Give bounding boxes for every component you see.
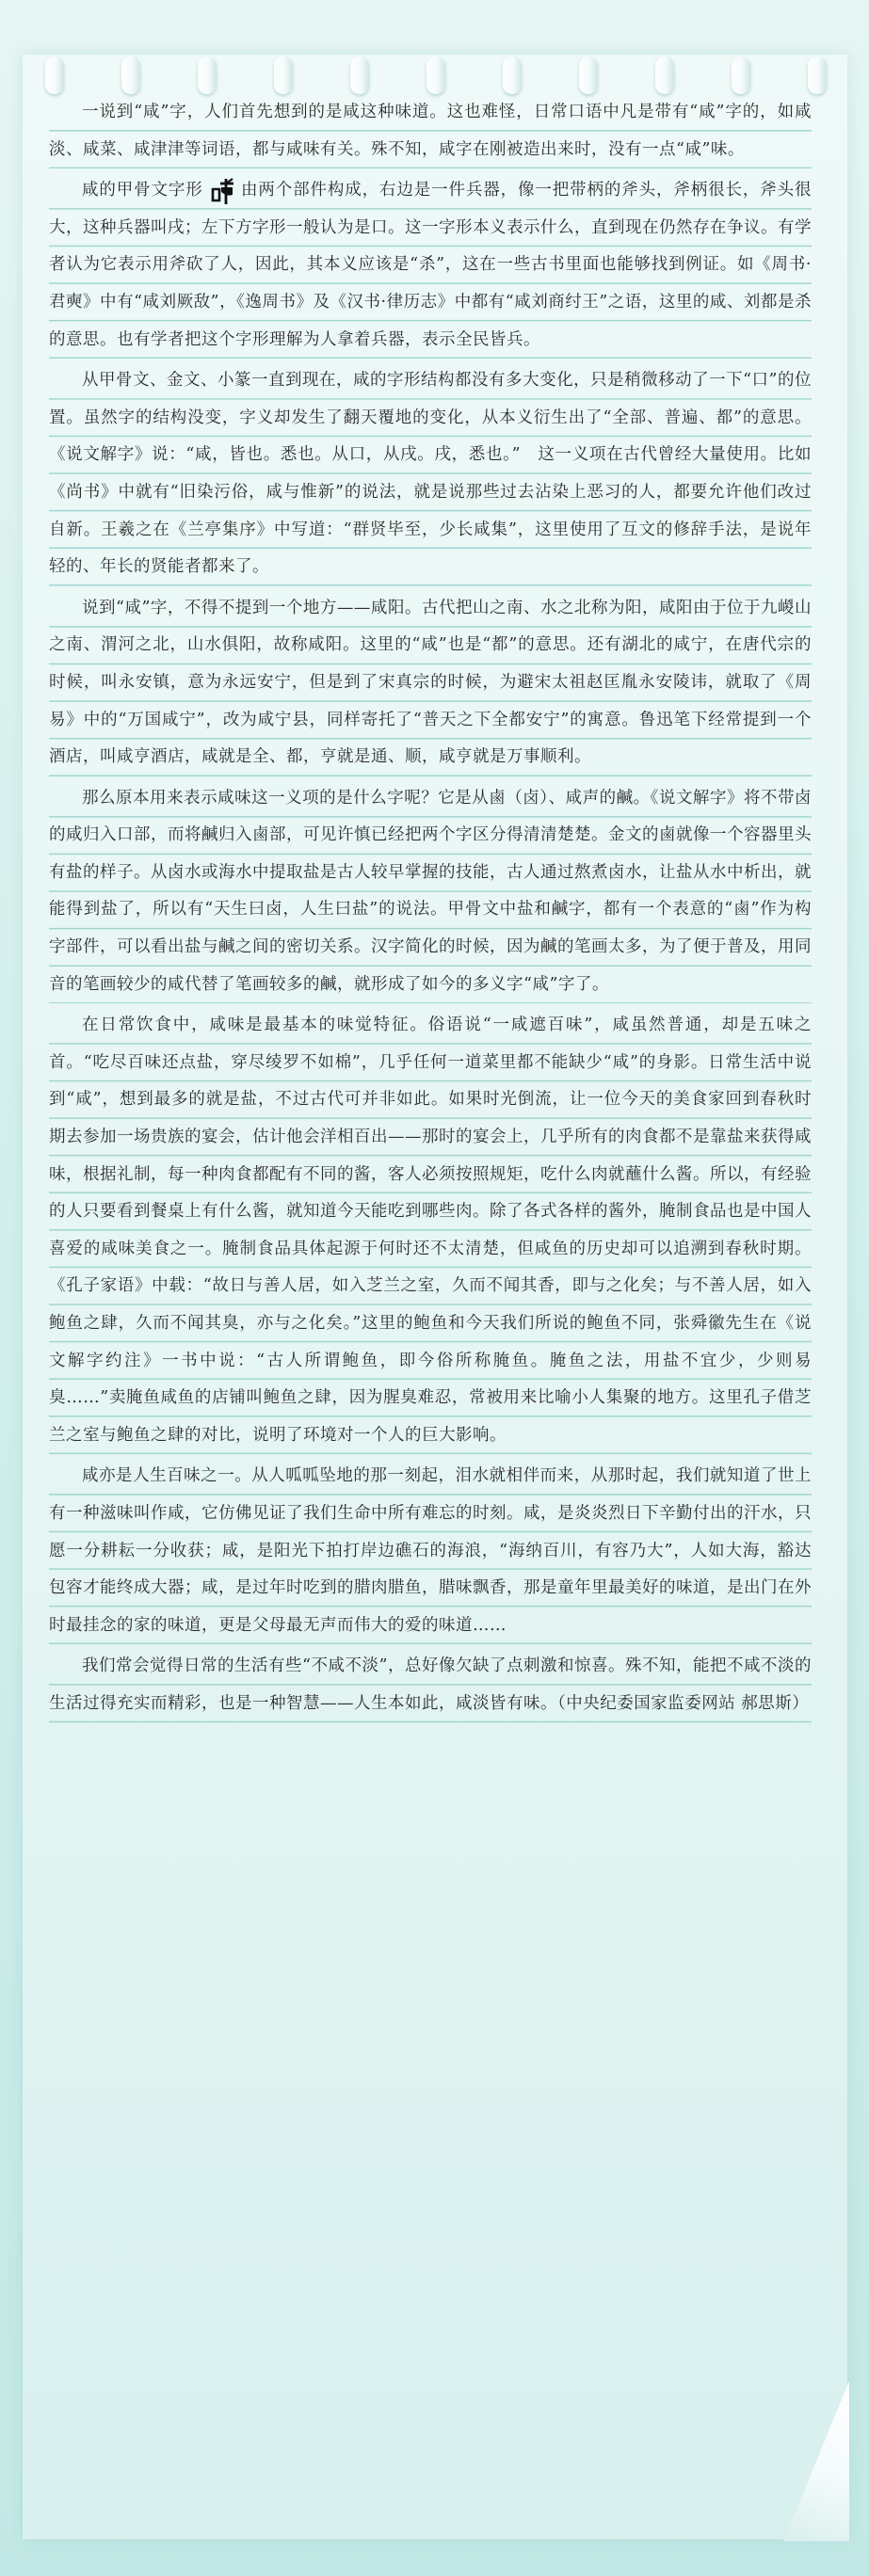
paragraph-meaning-evolution: 从甲骨文、金文、小篆一直到现在，咸的字形结构都没有多大变化，只是稍微移动了一下“口”的位置。虽然字的结构没变，字义却发生了翻天覆地的变化，从本义衍生出了“全部、普遍、都”的意思。《说文解字》说：“咸，皆也。悉也。从口，从戌。戌，悉也。” 这一义项在古代曾经大量使用。比如《尚书》中就有“旧染污俗，咸与惟新”的说法，就是说那些过去沾染上恶习的人，都要允许他们改过自新。王羲之在《兰亭集序》中写道：“群贤毕至，少长咸集”，这里使用了互文的修辞手法，是说年轻的、年长的贤能者都来了。 [49, 362, 812, 586]
binder-ring-icon [45, 56, 64, 94]
paragraph-text-before-glyph: 咸的甲骨文字形 [82, 181, 203, 200]
paragraph-salt-character: 那么原本用来表示咸味这一义项的是什么字呢？它是从鹵（卤）、咸声的鹹。《说文解字》将不带卤的咸归入口部，而将鹹归入鹵部，可见许慎已经把两个字区分得清清楚楚。金文的鹵就像一个容器里头有盐的样子。从卤水或海水中提取盐是古人较早掌握的技能，古人通过熬煮卤水，让盐从水中析出，就能得到盐了，所以有“天生曰卤，人生曰盐”的说法。甲骨文中盐和鹹字，都有一个表意的“鹵”作为构字部件，可以看出盐与鹹之间的密切关系。汉字简化的时候，因为鹹的笔画太多，为了便于普及，用同音的笔画较少的咸代替了笔画较多的鹹，就形成了如今的多义字“咸”字了。 [49, 780, 812, 1004]
binder-ring-icon [732, 56, 750, 94]
paragraph-conclusion: 我们常会觉得日常的生活有些“不咸不淡”，总好像欠缺了点刺激和惊喜。殊不知，能把不咸不淡的生活过得充实而精彩，也是一种智慧——人生本如此，咸淡皆有味。（中央纪委国家监委网站 郝思斯） [49, 1648, 812, 1722]
binder-rings [45, 56, 827, 96]
paragraph-life-flavors: 咸亦是人生百味之一。从人呱呱坠地的那一刻起，泪水就相伴而来，从那时起，我们就知道了世上有一种滋味叫作咸，它仿佛见证了我们生命中所有难忘的时刻。咸，是炎炎烈日下辛勤付出的汗水，只愿一分耕耘一分收获；咸，是阳光下拍打岸边礁石的海浪，“海纳百川，有容乃大”，人如大海，豁达包容才能终成大器；咸，是过年时吃到的腊肉腊鱼，腊味飘香，那是童年里最美好的味道，是出门在外时最挂念的家的味道，更是父母最无声而伟大的爱的味道…… [49, 1458, 812, 1644]
paragraph-intro: 一说到“咸”字，人们首先想到的是咸这种味道。这也难怪，日常口语中凡是带有“咸”字的，如咸淡、咸菜、咸津津等词语，都与咸味有关。殊不知，咸字在刚被造出来时，没有一点“咸”味。 [49, 94, 812, 168]
article-body [49, 94, 812, 1727]
paragraph-place-names: 说到“咸”字，不得不提到一个地方——咸阳。古代把山之南、水之北称为阳，咸阳由于位于九嵕山之南、渭河之北，山水俱阳，故称咸阳。这里的“咸”也是“都”的意思。还有湖北的咸宁，在唐代宗的时候，叫永安镇，意为永远安宁，但是到了宋真宗的时候，为避宋太祖赵匡胤永安陵讳，就取了《周易》中的“万国咸宁”，改为咸宁县，同样寄托了“普天之下全都安宁”的寓意。鲁迅笔下经常提到一个酒店，叫咸亨酒店，咸就是全、都，亨就是通、顺，咸亨就是万事顺利。 [49, 590, 812, 776]
oracle-bone-xian-glyph-icon [207, 176, 237, 206]
binder-ring-icon [503, 56, 522, 94]
binder-ring-icon [121, 56, 140, 94]
binder-ring-icon [274, 56, 293, 94]
binder-ring-icon [655, 56, 674, 94]
binder-ring-icon [579, 56, 598, 94]
binder-ring-icon [198, 56, 217, 94]
binder-ring-icon [350, 56, 369, 94]
binder-ring-icon [808, 56, 827, 94]
paragraph-diet-history: 在日常饮食中，咸味是最基本的味觉特征。俗语说“一咸遮百味”，咸虽然普通，却是五味之首。“吃尽百味还点盐，穿尽绫罗不如棉”，几乎任何一道菜里都不能缺少“咸”的身影。日常生活中说到“咸”，想到最多的就是盐，不过古代可并非如此。如果时光倒流，让一位今天的美食家回到春秋时期去参加一场贵族的宴会，估计他会洋相百出——那时的宴会上，几乎所有的肉食都不是靠盐来获得咸味，根据礼制，每一种肉食都配有不同的酱，客人必须按照规矩，吃什么肉就蘸什么酱。所以，有经验的人只要看到餐桌上有什么酱，就知道今天能吃到哪些肉。除了各式各样的酱外，腌制食品也是中国人喜爱的咸味美食之一。腌制食品具体起源于何时还不太清楚，但咸鱼的历史却可以追溯到春秋时期。《孔子家语》中载：“故日与善人居，如入芝兰之室，久而不闻其香，即与之化矣；与不善人居，如入鲍鱼之肆，久而不闻其臭，亦与之化矣。”这里的鲍鱼和今天我们所说的鲍鱼不同，张舜徽先生在《说文解字约注》一书中说：“古人所谓鲍鱼，即今俗所称腌鱼。腌鱼之法，用盐不宜少，少则易臭……”卖腌鱼咸鱼的店铺叫鲍鱼之肆，因为腥臭难忍，常被用来比喻小人集聚的地方。这里孔子借芝兰之室与鲍鱼之肆的对比，说明了环境对一个人的巨大影响。 [49, 1007, 812, 1454]
page-curl-decoration [783, 2381, 849, 2541]
paragraph-oracle-bone-form [49, 172, 812, 359]
paragraph-text-after-glyph: 由两个部件构成，右边是一件兵器，像一把带柄的斧头，斧柄很长，斧头很大，这种兵器叫戌；左下方字形一般认为是口。这一字形本义表示什么，直到现在仍然存在争议。有学者认为它表示用斧砍了人，因此，其本义应该是“杀”，这在一些古书里面也能够找到例证。如《周书·君奭》中有“咸刘厥敌”，《逸周书》及《汉书·律历志》中都有“咸刘商纣王”之语，这里的咸、刘都是杀的意思。也有学者把这个字形理解为人拿着兵器，表示全民皆兵。 [49, 181, 812, 349]
binder-ring-icon [426, 56, 445, 94]
